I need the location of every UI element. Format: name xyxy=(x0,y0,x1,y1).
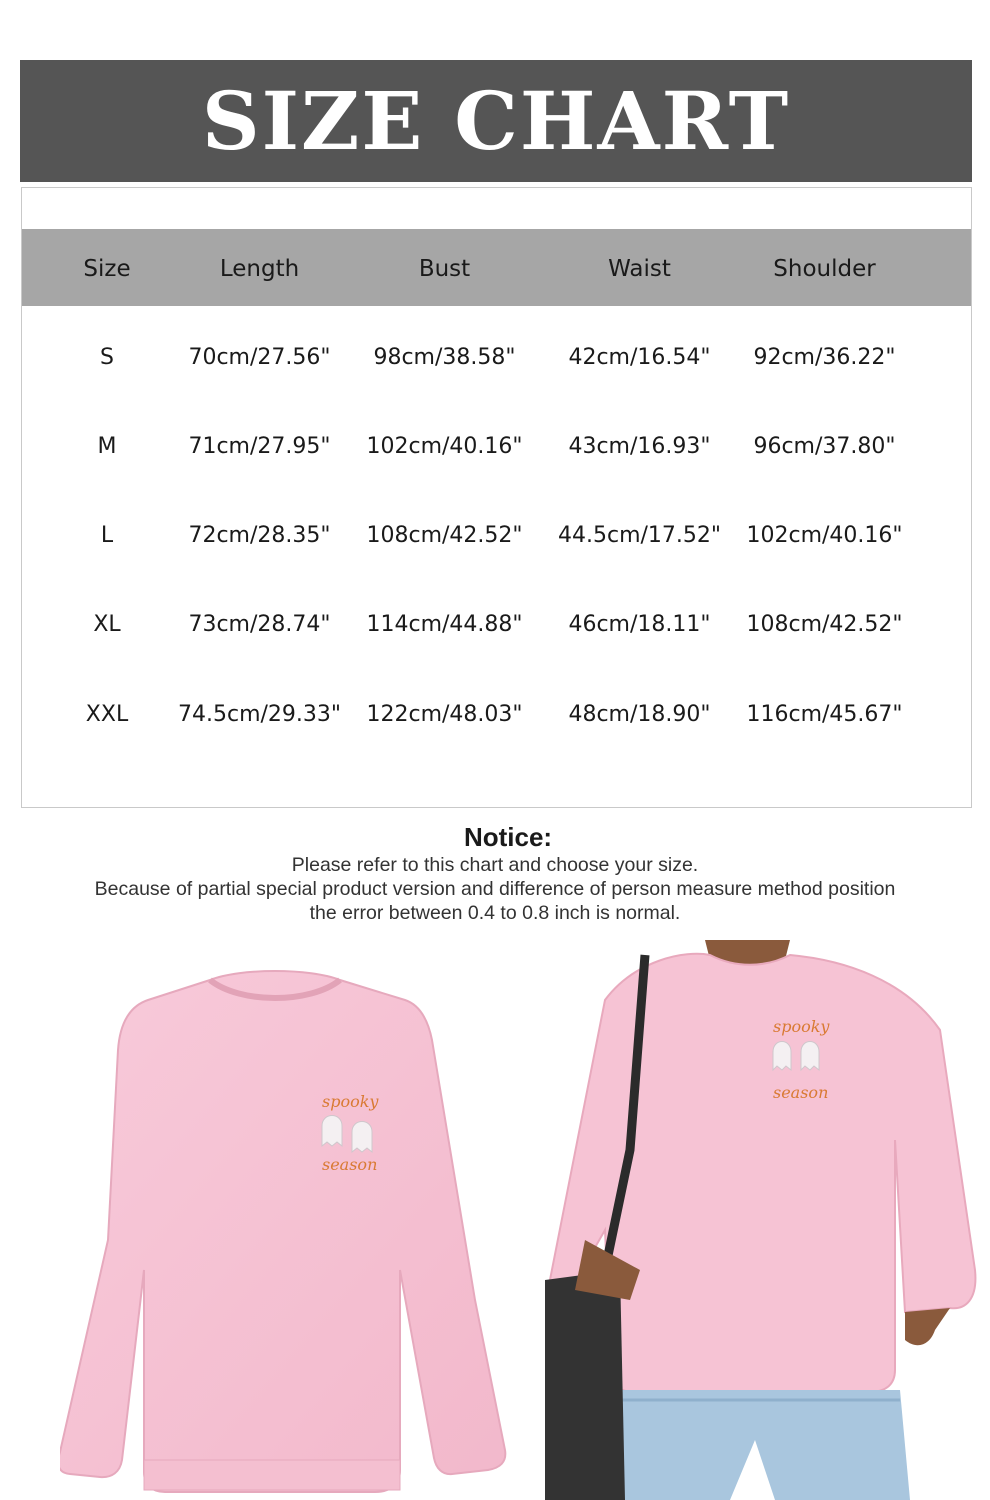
waist-cell: 42cm/16.54" xyxy=(568,345,711,370)
notice-line: the error between 0.4 to 0.8 inch is normal. xyxy=(309,902,681,924)
model-image xyxy=(545,940,990,1500)
bust-cell: 108cm/42.52" xyxy=(366,523,523,548)
header-length: Length xyxy=(219,256,300,282)
table-row xyxy=(22,695,971,735)
table-header-row xyxy=(22,229,971,306)
shoulder-cell: 116cm/45.67" xyxy=(746,702,903,727)
waist-cell: 48cm/18.90" xyxy=(568,702,711,727)
shoulder-cell: 96cm/37.80" xyxy=(753,434,896,459)
bust-cell: 102cm/40.16" xyxy=(366,434,523,459)
shoulder-cell: 102cm/40.16" xyxy=(746,523,903,548)
table-row xyxy=(22,605,971,645)
size-cell: S xyxy=(100,345,114,370)
print-line-1: spooky xyxy=(773,1017,830,1036)
header-waist: Waist xyxy=(608,256,671,282)
header-size: Size xyxy=(83,256,131,282)
shoulder-cell: 92cm/36.22" xyxy=(753,345,896,370)
header-bust: Bust xyxy=(418,256,471,282)
bust-cell: 114cm/44.88" xyxy=(366,612,523,637)
notice-line: Because of partial special product version and difference of person measure method position xyxy=(94,878,896,900)
size-cell: L xyxy=(100,523,114,548)
waist-cell: 46cm/18.11" xyxy=(568,612,711,637)
bust-cell: 122cm/48.03" xyxy=(366,702,523,727)
size-cell: M xyxy=(97,434,117,459)
waist-cell: 44.5cm/17.52" xyxy=(557,523,722,548)
length-cell: 71cm/27.95" xyxy=(188,434,331,459)
print-line-2: season xyxy=(322,1155,378,1174)
table-row xyxy=(22,338,971,378)
print-line-1: spooky xyxy=(322,1092,379,1111)
table-row xyxy=(22,516,971,556)
bust-cell: 98cm/38.58" xyxy=(373,345,516,370)
length-cell: 74.5cm/29.33" xyxy=(177,702,342,727)
waist-cell: 43cm/16.93" xyxy=(568,434,711,459)
size-table xyxy=(21,187,972,808)
shoulder-cell: 108cm/42.52" xyxy=(746,612,903,637)
product-flatlay-image xyxy=(60,940,530,1500)
size-cell: XL xyxy=(93,612,121,637)
print-line-2: season xyxy=(773,1083,829,1102)
length-cell: 72cm/28.35" xyxy=(188,523,331,548)
title-banner xyxy=(20,60,972,182)
header-shoulder: Shoulder xyxy=(773,256,876,282)
notice-line: Please refer to this chart and choose your size. xyxy=(291,854,699,876)
size-cell: XXL xyxy=(85,702,129,727)
notice-title: Notice: xyxy=(463,822,553,852)
page-title: SIZE CHART xyxy=(201,74,791,168)
length-cell: 70cm/27.56" xyxy=(188,345,331,370)
table-row xyxy=(22,427,971,467)
length-cell: 73cm/28.74" xyxy=(188,612,331,637)
